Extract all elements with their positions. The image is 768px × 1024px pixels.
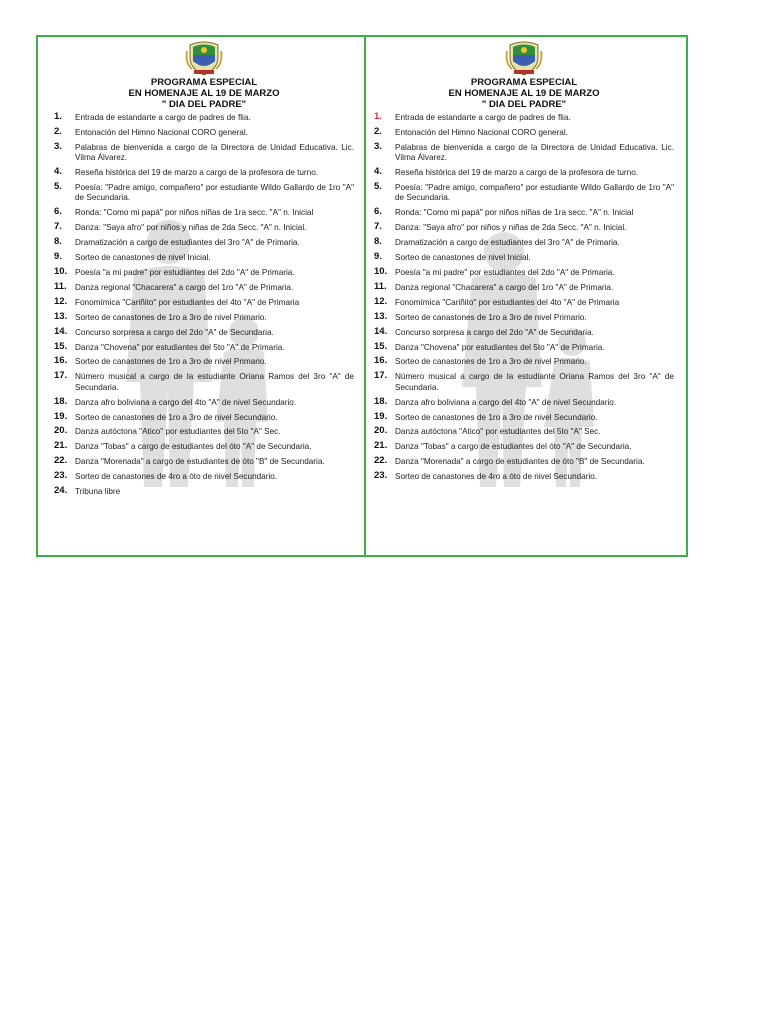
item-number: 11. [374, 280, 387, 292]
item-text: Poesía "a mi padre" por estudiantes del 2do "A" de Primaria. [75, 267, 295, 277]
program-item [54, 487, 354, 497]
item-number: 3. [54, 140, 62, 152]
program-subtitle: EN HOMENAJE AL 19 DE MARZO [448, 88, 600, 99]
item-number: 1. [374, 111, 382, 122]
item-text: Número musical a cargo de la estudiante Oriana Ramos del 3ro "A" de Secundaria. [395, 372, 674, 392]
program-item [54, 457, 354, 467]
item-text: Fonomímica "Cariñito" por estudiantes del 4to "A" de Primaria [395, 297, 620, 307]
school-crest-icon [504, 37, 544, 77]
item-text: Sorteo de canastones de 4ro a óto de nivel Secundario. [75, 472, 278, 482]
item-text: Poesía: "Padre amigo, compañero" por estudiante Wildo Gallardo de 1ro "A" de Secundaria. [395, 183, 674, 203]
item-number: 9. [374, 251, 382, 263]
program-item [54, 442, 354, 452]
item-number: 22. [54, 455, 68, 467]
item-text: Concurso sorpresa a cargo del 2do "A" de Secundaria. [75, 327, 274, 337]
program-item [374, 395, 674, 408]
item-text: Sorteo de canastones de 1ro a 3ro de nivel Secundario. [395, 412, 598, 422]
item-number: 14. [54, 325, 68, 337]
item-number: 2. [374, 125, 382, 137]
item-number: 24. [54, 485, 68, 497]
item-text: Danza "Tobas" a cargo de estudiantes del óto "A" de Secundaria. [75, 442, 312, 452]
program-item [54, 208, 354, 218]
program-title: PROGRAMA ESPECIAL [470, 77, 578, 88]
item-number: 17. [374, 370, 388, 382]
program-item [374, 223, 674, 233]
item-number: 13. [54, 310, 68, 322]
program-column-left [54, 37, 354, 567]
program-item [54, 295, 354, 308]
item-number: 15. [374, 340, 388, 352]
program-item [374, 140, 674, 164]
item-number: 19. [374, 410, 388, 422]
item-number: 19. [54, 410, 68, 422]
item-number: 15. [54, 340, 68, 352]
item-text: Sorteo de canastones de nivel Inicial. [75, 253, 211, 263]
item-text: Ronda: "Como mi papá" por niños niñas de 1ra secc. "A" n. Inicial [75, 208, 314, 218]
program-item [54, 223, 354, 233]
program-items-left [54, 113, 354, 497]
item-number: 3. [374, 140, 382, 152]
item-number: 21. [374, 440, 388, 452]
item-number: 10. [54, 265, 68, 277]
item-number: 4. [374, 166, 382, 178]
program-item [374, 372, 674, 393]
program-item [54, 310, 354, 323]
item-text: Reseña histórica del 19 de marzo a cargo de la profesora de turno. [395, 168, 639, 178]
item-text: Entonación del Himno Nacional CORO general. [75, 127, 248, 137]
program-item [54, 168, 354, 178]
program-heading [374, 77, 674, 110]
item-text: Dramatización a cargo de estudiantes del 3ro "A" de Primaria. [395, 238, 620, 248]
item-text: Palabras de bienvenida a cargo de la Directora de Unidad Educativa. Lic. Vilma Álvarez. [75, 142, 354, 163]
item-number: 8. [54, 236, 62, 248]
program-item [374, 253, 674, 263]
program-item [54, 372, 354, 393]
program-item [54, 472, 354, 482]
column-divider [364, 37, 366, 557]
program-item [374, 295, 674, 308]
item-text: Danza autóctona "Atico" por estudiantes del 5to "A" Sec. [75, 427, 281, 437]
program-item [54, 280, 354, 293]
program-item [374, 410, 674, 423]
program-item [374, 472, 674, 482]
item-text: Danza autóctona "Atico" por estudiantes del 5to "A" Sec. [395, 427, 601, 437]
program-item [54, 340, 354, 353]
program-item [54, 427, 354, 437]
item-text: Danza "Chovena" por estudiantes del 5to "A" de Primaria. [395, 342, 605, 352]
program-item [374, 183, 674, 204]
program-item [374, 357, 674, 367]
item-text: Ronda: "Como mi papá" por niños niñas de 1ra secc. "A" n. Inicial [395, 208, 634, 218]
item-text: Sorteo de canastones de nivel Inicial. [395, 253, 531, 263]
item-number: 12. [374, 295, 388, 307]
item-text: Danza regional "Chacarera" a cargo del 1ro "A" de Primaria. [75, 282, 294, 292]
item-number: 1. [54, 111, 62, 122]
item-number: 23. [54, 470, 68, 482]
program-occasion: " DIA DEL PADRE" [481, 99, 567, 110]
program-title: PROGRAMA ESPECIAL [150, 77, 258, 88]
item-text: Número musical a cargo de la estudiante Oriana Ramos del 3ro "A" de Secundaria. [75, 372, 354, 392]
item-text: Tribuna libre [75, 487, 121, 497]
item-text: Sorteo de canastones de 4ro a óto de nivel Secundario. [395, 472, 598, 482]
program-item [374, 265, 674, 278]
program-item [54, 357, 354, 367]
item-text: Poesía: "Padre amigo, compañero" por estudiante Wildo Gallardo de 1ro "A" de Secundaria. [75, 183, 354, 203]
item-number: 17. [54, 370, 68, 382]
program-subtitle: EN HOMENAJE AL 19 DE MARZO [128, 88, 280, 99]
item-text: Sorteo de canastones de 1ro a 3ro de nivel Primario. [395, 357, 587, 367]
item-number: 5. [374, 181, 382, 193]
program-occasion: " DIA DEL PADRE" [161, 99, 247, 110]
item-number: 20. [374, 425, 388, 437]
program-item [54, 183, 354, 204]
item-text: Danza "Chovena" por estudiantes del 5to "A" de Primaria. [75, 342, 285, 352]
item-number: 9. [54, 251, 62, 263]
item-text: Sorteo de canastones de 1ro a 3ro de nivel Primario. [75, 312, 267, 322]
item-text: Danza "Morenada" a cargo de estudiantes de óto "B" de Secundaria. [395, 457, 645, 467]
item-text: Dramatización a cargo de estudiantes del 3ro "A" de Primaria. [75, 238, 300, 248]
program-item [54, 325, 354, 338]
item-text: Poesía "a mi padre" por estudiantes del 2do "A" de Primaria. [395, 267, 615, 277]
program-item [374, 325, 674, 338]
program-item [374, 310, 674, 323]
program-item [374, 208, 674, 218]
item-number: 23. [374, 470, 388, 482]
item-text: Entrada de estandarte a cargo de padres de flia. [395, 113, 571, 122]
item-text: Sorteo de canastones de 1ro a 3ro de nivel Primario. [395, 312, 587, 322]
item-text: Danza afro boliviana a cargo del 4to "A" de nivel Secundario. [75, 397, 297, 407]
item-number: 22. [374, 455, 388, 467]
program-item [374, 113, 674, 123]
item-number: 18. [54, 395, 68, 407]
item-number: 7. [374, 221, 382, 233]
item-number: 7. [54, 221, 62, 233]
program-item [374, 442, 674, 452]
program-item [54, 125, 354, 138]
program-item [374, 238, 674, 248]
program-item [54, 395, 354, 408]
item-number: 13. [374, 310, 388, 322]
program-item [374, 280, 674, 293]
item-number: 6. [54, 206, 62, 218]
program-item [54, 238, 354, 248]
item-text: Danza afro boliviana a cargo del 4to "A" de nivel Secundario. [395, 397, 617, 407]
program-item [54, 113, 354, 123]
program-item [374, 125, 674, 138]
item-text: Palabras de bienvenida a cargo de la Directora de Unidad Educativa. Lic. Vilma Álvarez. [395, 142, 674, 163]
item-text: Entonación del Himno Nacional CORO general. [395, 127, 568, 137]
item-text: Danza regional "Chacarera" a cargo del 1ro "A" de Primaria. [395, 282, 614, 292]
item-text: Reseña histórica del 19 de marzo a cargo de la profesora de turno. [75, 168, 319, 178]
program-item [54, 410, 354, 423]
item-text: Danza "Tobas" a cargo de estudiantes del óto "A" de Secundaria. [395, 442, 632, 452]
item-number: 8. [374, 236, 382, 248]
item-number: 10. [374, 265, 388, 277]
program-item [374, 427, 674, 437]
item-number: 14. [374, 325, 388, 337]
item-number: 4. [54, 166, 62, 178]
item-text: Danza: "Saya afro" por niños y niñas de 2da Secc. "A" n. Inicial. [395, 223, 627, 233]
item-number: 20. [54, 425, 68, 437]
item-number: 18. [374, 395, 388, 407]
program-item [374, 340, 674, 353]
school-crest-icon [184, 37, 224, 77]
program-item [54, 140, 354, 164]
program-item [374, 457, 674, 467]
item-text: Danza "Morenada" a cargo de estudiantes de óto "B" de Secundaria. [75, 457, 325, 467]
program-column-right [374, 37, 674, 567]
item-text: Entrada de estandarte a cargo de padres de flia. [75, 113, 251, 122]
item-number: 21. [54, 440, 68, 452]
item-number: 16. [374, 355, 388, 367]
item-number: 16. [54, 355, 68, 367]
item-text: Danza: "Saya afro" por niños y niñas de 2da Secc. "A" n. Inicial. [75, 223, 307, 233]
program-item [374, 168, 674, 178]
item-number: 2. [54, 125, 62, 137]
item-text: Sorteo de canastones de 1ro a 3ro de nivel Secundario. [75, 412, 278, 422]
item-number: 11. [54, 280, 67, 292]
item-number: 12. [54, 295, 68, 307]
program-item [54, 253, 354, 263]
item-number: 5. [54, 181, 62, 193]
item-text: Concurso sorpresa a cargo del 2do "A" de Secundaria. [395, 327, 594, 337]
item-text: Sorteo de canastones de 1ro a 3ro de nivel Primario. [75, 357, 267, 367]
item-text: Fonomímica "Cariñito" por estudiantes del 4to "A" de Primaria [75, 297, 300, 307]
program-heading [54, 77, 354, 110]
program-items-right [374, 113, 674, 483]
item-number: 6. [374, 206, 382, 218]
program-item [54, 265, 354, 278]
